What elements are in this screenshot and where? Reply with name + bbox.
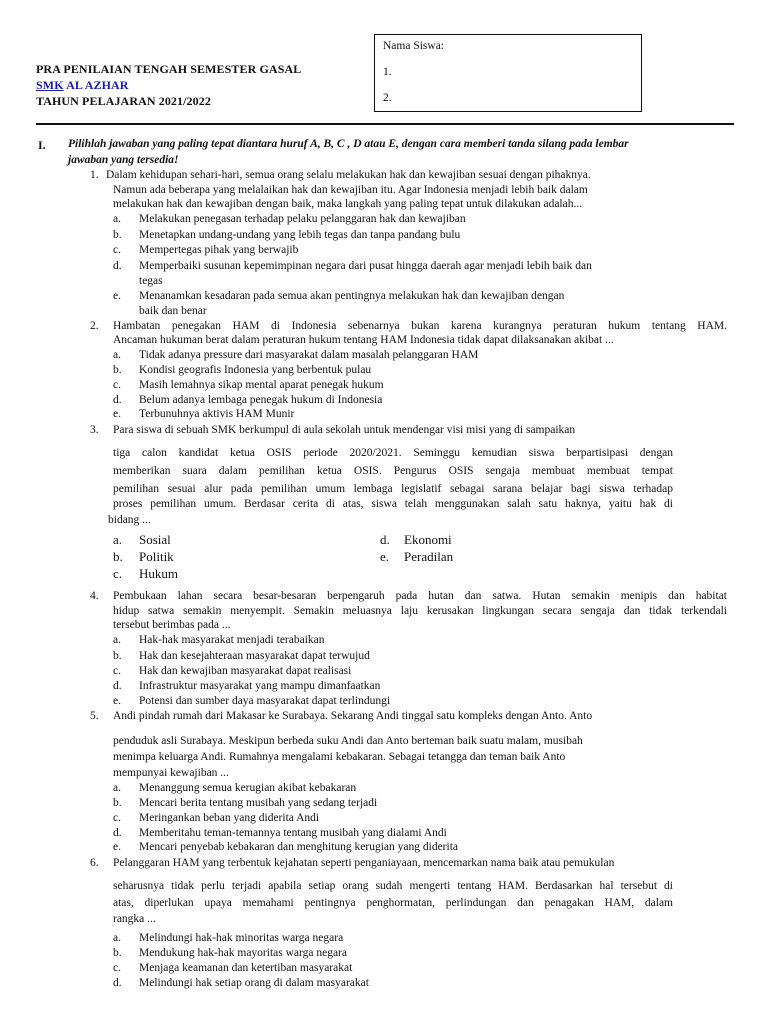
option-letter: e. (113, 841, 121, 853)
option-text: Kondisi geografis Indonesia yang berbentuk pulau (139, 364, 372, 376)
option-text: Menanggung semua kerugian akibat kebakaran (139, 782, 357, 794)
option-letter: a. (113, 782, 121, 794)
option-letter: c. (113, 379, 121, 391)
question-text-line: pemilihan sesuai alur pada pemilihan umum lembaga legislatif sebagai sarana belajar bagi siswa terhadap (113, 483, 673, 495)
option-text: Sosial (139, 532, 171, 547)
option-text: Tidak adanya pressure dari masyarakat dalam masalah pelanggaran HAM (139, 349, 479, 361)
option-letter: d. (113, 977, 122, 989)
option-text: Belum adanya lembaga penegak hukum di Indonesia (139, 394, 383, 406)
option-text: Menetapkan undang-undang yang lebih tegas dan tanpa pandang bulu (139, 229, 461, 241)
question-text-line: Pembukaan lahan secara besar-besaran berpengaruh pada hutan dan satwa. Hutan semakin menipis dan habitat (113, 590, 727, 602)
option-text: Hak dan kewajiban masyarakat dapat realisasi (139, 665, 352, 677)
option-letter: c. (113, 566, 123, 581)
instruction-line-2: jawaban yang tersedia! (68, 154, 179, 166)
option-letter: b. (113, 364, 122, 376)
option-text: tegas (139, 275, 163, 287)
option-letter: a. (113, 349, 121, 361)
section-number: I. (38, 138, 46, 152)
option-text: Meringankan beban yang diderita Andi (139, 812, 320, 824)
question-text-line: hidup satwa semakin menyempit. Semakin meluasnya laju kerusakan lingkungan secara sengaja dan tidak terkendali (113, 605, 727, 617)
question-text-line: Pelanggaran HAM yang terbentuk kejahatan seperti penganiayaan, mencemarkan nama baik atau pemukulan (113, 857, 615, 869)
option-text: Mempertegas pihak yang berwajib (139, 244, 299, 256)
question-text-line: bidang ... (108, 514, 151, 526)
question-number: 3. (90, 424, 99, 436)
option-letter: e. (380, 549, 390, 564)
option-letter: e. (113, 408, 121, 420)
header-divider (36, 123, 734, 125)
option-text: Melindungi hak setiap orang di dalam masyarakat (139, 977, 369, 989)
option-text: Hukum (139, 566, 178, 581)
option-letter: e. (113, 290, 121, 302)
option-text: Memberitahu teman-temannya tentang musibah yang dialami Andi (139, 827, 447, 839)
option-text: Melakukan penegasan terhadap pelaku pelanggaran hak dan kewajiban (139, 213, 466, 225)
option-text: Infrastruktur masyarakat yang mampu dimanfaatkan (139, 680, 381, 692)
option-text: Hak-hak masyarakat menjadi terabaikan (139, 634, 325, 646)
option-text: baik dan benar (139, 305, 207, 317)
option-letter: e. (113, 695, 121, 707)
student-name-line-1: 1. (383, 66, 392, 78)
option-text: Mendukung hak-hak mayoritas warga negara (139, 947, 347, 959)
question-number: 1. (90, 169, 99, 181)
option-text: Menjaga keamanan dan ketertiban masyarakat (139, 962, 353, 974)
question-text-line: Hambatan penegakan HAM di Indonesia sebenarnya bukan karena kurangnya peraturan hukum tentang HAM. (113, 320, 727, 332)
question-text-line: proses pemilihan umum. Berdasar cerita di atas, siswa telah menggunakan salah satu haknya, yaitu hak di (113, 498, 673, 510)
school-name-text: AL AZHAR (63, 78, 129, 92)
school-name (36, 78, 129, 93)
option-text: Melindungi hak-hak minoritas warga negara (139, 932, 344, 944)
question-text-line: melakukan hak dan kewajiban dengan baik, maka langkah yang paling tepat untuk dilakukan adalah... (113, 198, 583, 210)
question-text-line: atas, diperlukan upaya memahami pentingnya penghormatan, perlindungan dan penagakan HAM, dalam (113, 897, 673, 909)
option-text: Memperbaiki susunan kepemimpinan negara dari pusat hingga daerah agar menjadi lebih baik dan (139, 260, 592, 272)
option-letter: b. (113, 947, 122, 959)
question-number: 5. (90, 710, 99, 722)
option-text: Potensi dan sumber daya masyarakat dapat terlindungi (139, 695, 391, 707)
question-text-line: Andi pindah rumah dari Makasar ke Surabaya. Sekarang Andi tinggal satu kompleks dengan Anto. Anto (113, 710, 593, 722)
option-text: Mencari berita tentang musibah yang sedang terjadi (139, 797, 378, 809)
option-letter: b. (113, 549, 123, 564)
option-text: Peradilan (404, 549, 454, 564)
option-letter: b. (113, 229, 122, 241)
question-number: 2. (90, 320, 99, 332)
option-letter: a. (113, 532, 123, 547)
option-letter: c. (113, 962, 121, 974)
question-text-line: Dalam kehidupan sehari-hari, semua orang selalu melakukan hak dan kewajiban sesuai dengan pihaknya. (106, 169, 591, 181)
question-text-line: seharusnya tidak perlu terjadi apabila setiap orang sudah mengerti tentang HAM. Berdasarkan hal tersebut di (113, 880, 673, 892)
question-text-line: Namun ada beberapa yang melalaikan hak dan kewajiban itu. Agar Indonesia menjadi lebih baik dalam (113, 184, 588, 196)
option-text: Menanamkan kesadaran pada semua akan pentingnya melakukan hak dan kewajiban dengan (139, 290, 565, 302)
option-letter: c. (113, 244, 121, 256)
option-letter: d. (113, 394, 122, 406)
school-prefix: SMK (36, 78, 64, 92)
option-text: Terbunuhnya aktivis HAM Munir (139, 408, 295, 420)
question-text-line: memberikan suara dalam pemilihan ketua OSIS. Pengurus OSIS sengaja membuat membuat tempat (113, 465, 673, 477)
question-number: 4. (90, 590, 99, 602)
question-text-line: penduduk asli Surabaya. Meskipun berbeda suku Andi dan Anto berteman baik suatu malam, musibah (113, 735, 583, 747)
question-text-line: Para siswa di sebuah SMK berkumpul di aula sekolah untuk mendengar visi misi yang di sampaikan (113, 424, 576, 436)
question-text-line: mempunyai kewajiban ... (113, 767, 229, 779)
question-text-line: tiga calon kandidat ketua OSIS periode 2020/2021. Seminggu kemudian siswa berpartisipasi dengan (113, 447, 673, 459)
student-name-box (374, 34, 642, 112)
question-text-line: rangka ... (113, 913, 156, 925)
option-text: Politik (139, 549, 174, 564)
option-text: Hak dan kesejahteraan masyarakat dapat terwujud (139, 650, 370, 662)
option-letter: a. (113, 634, 121, 646)
option-letter: a. (113, 213, 121, 225)
instruction-line-1: Pilihlah jawaban yang paling tepat diantara huruf A, B, C , D atau E, dengan cara memberi tanda silang pada lembar (68, 138, 629, 150)
question-text-line: Ancaman hukuman berat dalam peraturan hukum tentang HAM Indonesia tidak dapat dilaksanakan akibat ... (113, 334, 614, 346)
question-number: 6. (90, 857, 99, 869)
exam-title: PRA PENILAIAN TENGAH SEMESTER GASAL (36, 62, 302, 76)
option-letter: b. (113, 650, 122, 662)
option-text: Masih lemahnya sikap mental aparat penegak hukum (139, 379, 384, 391)
option-letter: c. (113, 665, 121, 677)
student-name-label: Nama Siswa: (383, 40, 445, 52)
question-text-line: menimpa keluarga Andi. Rumahnya mengalami kebakaran. Sebagai tetangga dan teman baik Anto (113, 751, 566, 763)
student-name-line-2: 2. (383, 92, 392, 104)
option-letter: b. (113, 797, 122, 809)
school-year: TAHUN PELAJARAN 2021/2022 (36, 94, 211, 108)
option-letter: d. (113, 260, 122, 272)
option-letter: d. (113, 827, 122, 839)
option-letter: a. (113, 932, 121, 944)
question-text-line: tersebut berimbas pada ... (113, 619, 231, 631)
option-letter: c. (113, 812, 121, 824)
option-letter: d. (113, 680, 122, 692)
option-text: Ekonomi (404, 532, 452, 547)
option-letter: d. (380, 532, 390, 547)
option-text: Mencari penyebab kebakaran dan menghitung kerugian yang diderita (139, 841, 459, 853)
